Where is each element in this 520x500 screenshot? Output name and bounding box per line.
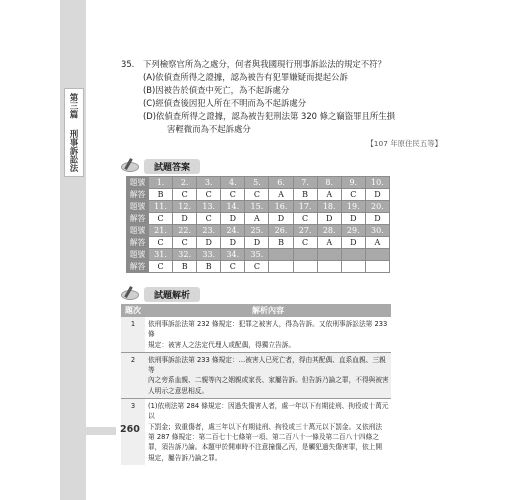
option-d-line2: 害輕微而為不起訴處分: [167, 124, 251, 135]
answer-cell: A: [245, 213, 269, 225]
answer-cell: D: [341, 237, 365, 249]
question-number-cell: 33.: [197, 249, 221, 261]
answer-cell: C: [221, 261, 245, 273]
pencil-note-icon: [121, 287, 139, 301]
question-number-cell: 21.: [149, 225, 173, 237]
question-number-cell: 5.: [245, 177, 269, 189]
answer-cell: C: [293, 213, 317, 225]
explanation-line: 第 287 條規定：第二百七十七條第一項、第二百八十一條及第二百八十四條之: [148, 432, 380, 441]
explanation-line: 內之旁系血親、二親等內之姻親或家長、家屬告訴。但告訴乃論之罪，不得與被害: [148, 376, 389, 385]
answer-cell: D: [173, 213, 197, 225]
answer-cell: [317, 261, 341, 273]
question-number-cell: 18.: [317, 201, 341, 213]
question-number-cell: 12.: [173, 201, 197, 213]
answer-cell: C: [245, 261, 269, 273]
answer-row-label: 解答: [127, 237, 149, 249]
explanation-line: 罪，須告訴乃論。本題甲於開車時不注意撞傷乙丙，是觸犯過失傷害罪，依上開: [148, 443, 383, 452]
question-stem: [121, 58, 426, 71]
number-row-label: 題號: [127, 177, 149, 189]
answer-cell: [269, 261, 293, 273]
question-number-cell: 24.: [221, 225, 245, 237]
question-number-cell: 32.: [173, 249, 197, 261]
answer-table-number-row: [127, 201, 390, 213]
answer-cell: A: [317, 237, 341, 249]
answer-table: [126, 176, 390, 273]
explanation-line: 規定：被害人之法定代理人或配偶，得獨立告訴。: [148, 340, 296, 349]
answer-table-answer-row: [127, 213, 390, 225]
answer-cell: B: [149, 189, 173, 201]
answer-cell: D: [341, 213, 365, 225]
number-row-label: 題號: [127, 225, 149, 237]
answer-cell: D: [365, 213, 389, 225]
explanation-line: 依刑事訴訟法第 233 條規定：…被害人已死亡者，得由其配偶、直系血親、三親等: [148, 355, 386, 375]
question-number-cell: 22.: [173, 225, 197, 237]
explanation-row: [121, 317, 391, 352]
explanation-line: 依刑事訴訟法第 232 條規定：犯罪之被害人，得為告訴。又依刑事訴訟法第 233 條: [148, 320, 388, 339]
question-number-cell: [341, 249, 365, 261]
question-number-cell: 2.: [173, 177, 197, 189]
question-number-cell: 10.: [365, 177, 389, 189]
option-c: (C)經偵查後因犯人所在不明而為不起訴處分: [143, 98, 307, 109]
chapter-side-tab: [60, 0, 86, 500]
question-number-cell: 17.: [293, 201, 317, 213]
chapter-label: 第三篇: [68, 93, 78, 119]
option-d: [121, 110, 426, 136]
answer-cell: D: [245, 237, 269, 249]
page-number-bar: [60, 427, 116, 435]
question-source: 【107 年原住民五等】: [366, 139, 442, 148]
question-number-cell: 19.: [341, 201, 365, 213]
answer-cell: C: [293, 237, 317, 249]
explanation-line: 下罰金；致重傷者，處三年以下有期徒刑、拘役或三十萬元以下罰金。又依刑法: [148, 422, 383, 431]
answer-cell: C: [197, 213, 221, 225]
answer-table-answer-row: [127, 261, 390, 273]
question-number-cell: 11.: [149, 201, 173, 213]
answers-section-header: [121, 158, 200, 174]
question-number-cell: 35.: [245, 249, 269, 261]
question-number-cell: 1.: [149, 177, 173, 189]
question-number-cell: 34.: [221, 249, 245, 261]
question-number-cell: [365, 249, 389, 261]
answer-row-label: 解答: [127, 213, 149, 225]
question-number-cell: [269, 249, 293, 261]
question-number-cell: 4.: [221, 177, 245, 189]
answer-cell: C: [173, 237, 197, 249]
analysis-section-title: 試題解析: [144, 287, 200, 302]
question-number-cell: 6.: [269, 177, 293, 189]
explanation-line: (1)依刑法第 284 條規定：因過失傷害人者，處一年以下有期徒刑、拘役或十萬元以: [148, 402, 389, 421]
answer-table-number-row: [127, 177, 390, 189]
question-number: 35.: [121, 59, 135, 69]
option-a: (A)依偵查所得之證據，認為被告有犯罪嫌疑而提起公訴: [143, 72, 348, 83]
question-number-cell: 31.: [149, 249, 173, 261]
question-block: [121, 58, 426, 137]
question-number-cell: 7.: [293, 177, 317, 189]
subject-label: 刑事訴訟法: [68, 129, 78, 172]
question-number-cell: 23.: [197, 225, 221, 237]
explanation-line: 人明示之意思相反。: [148, 386, 209, 395]
question-text: 下列檢察官所為之處分，何者與我國現行刑事訴訟法的規定不符？: [143, 59, 386, 69]
answer-cell: C: [149, 261, 173, 273]
question-number-cell: [317, 249, 341, 261]
answer-cell: A: [365, 237, 389, 249]
answer-cell: B: [269, 237, 293, 249]
question-number-cell: 27.: [293, 225, 317, 237]
answer-cell: C: [173, 189, 197, 201]
answer-cell: B: [197, 261, 221, 273]
question-number-cell: 28.: [317, 225, 341, 237]
answer-cell: D: [317, 213, 341, 225]
explanation-row: [121, 399, 391, 465]
question-number-cell: 8.: [317, 177, 341, 189]
answer-cell: D: [221, 237, 245, 249]
analysis-section-header: [121, 286, 200, 302]
answer-cell: D: [365, 189, 389, 201]
chapter-side-label: [64, 88, 84, 177]
explanation-row: [121, 352, 391, 398]
answers-section-title: 試題答案: [144, 159, 200, 174]
page-number: 260: [120, 424, 140, 435]
answer-table-answer-row: [127, 237, 390, 249]
answer-cell: C: [149, 213, 173, 225]
explanation-content: [145, 399, 391, 465]
answer-row-label: 解答: [127, 189, 149, 201]
explanation-content: [145, 352, 391, 398]
answer-cell: D: [269, 213, 293, 225]
question-number-cell: 13.: [197, 201, 221, 213]
number-row-label: 題號: [127, 201, 149, 213]
answer-row-label: 解答: [127, 261, 149, 273]
question-number-cell: 20.: [365, 201, 389, 213]
answer-cell: D: [221, 213, 245, 225]
question-number-cell: 9.: [341, 177, 365, 189]
answer-cell: C: [245, 189, 269, 201]
number-row-label: 題號: [127, 249, 149, 261]
option-b: (B)因被告於偵查中死亡，為不起訴處分: [143, 85, 290, 96]
answer-cell: [293, 261, 317, 273]
column-header-content: 解析內容: [145, 304, 391, 317]
question-number-cell: 16.: [269, 201, 293, 213]
question-number-cell: 25.: [245, 225, 269, 237]
answer-table-answer-row: [127, 189, 390, 201]
explanation-question-number: 3: [121, 399, 145, 465]
explanation-content: [145, 317, 391, 352]
answer-cell: B: [293, 189, 317, 201]
answer-table-number-row: [127, 249, 390, 261]
explanation-table: [121, 304, 391, 465]
explanation-question-number: 2: [121, 352, 145, 398]
question-number-cell: [293, 249, 317, 261]
answer-cell: C: [221, 189, 245, 201]
answer-cell: B: [173, 261, 197, 273]
answer-cell: C: [197, 189, 221, 201]
answer-cell: C: [341, 189, 365, 201]
question-number-cell: 3.: [197, 177, 221, 189]
question-number-cell: 15.: [245, 201, 269, 213]
question-number-cell: 30.: [365, 225, 389, 237]
option-d-line1: (D)依偵查所得之證據，認為被告犯刑法第 320 條之竊盜罪且所生損: [143, 111, 396, 122]
question-number-cell: 14.: [221, 201, 245, 213]
answer-cell: A: [317, 189, 341, 201]
pencil-note-icon: [121, 159, 139, 173]
answer-table-number-row: [127, 225, 390, 237]
answer-cell: [341, 261, 365, 273]
explanation-line: 規定，屬告訴乃論之罪。: [148, 453, 222, 462]
answer-cell: D: [197, 237, 221, 249]
answer-cell: [365, 261, 389, 273]
answer-cell: C: [149, 237, 173, 249]
explanation-question-number: 1: [121, 317, 145, 352]
answer-cell: A: [269, 189, 293, 201]
question-number-cell: 26.: [269, 225, 293, 237]
question-number-cell: 29.: [341, 225, 365, 237]
column-header-no: 題次: [121, 304, 145, 317]
